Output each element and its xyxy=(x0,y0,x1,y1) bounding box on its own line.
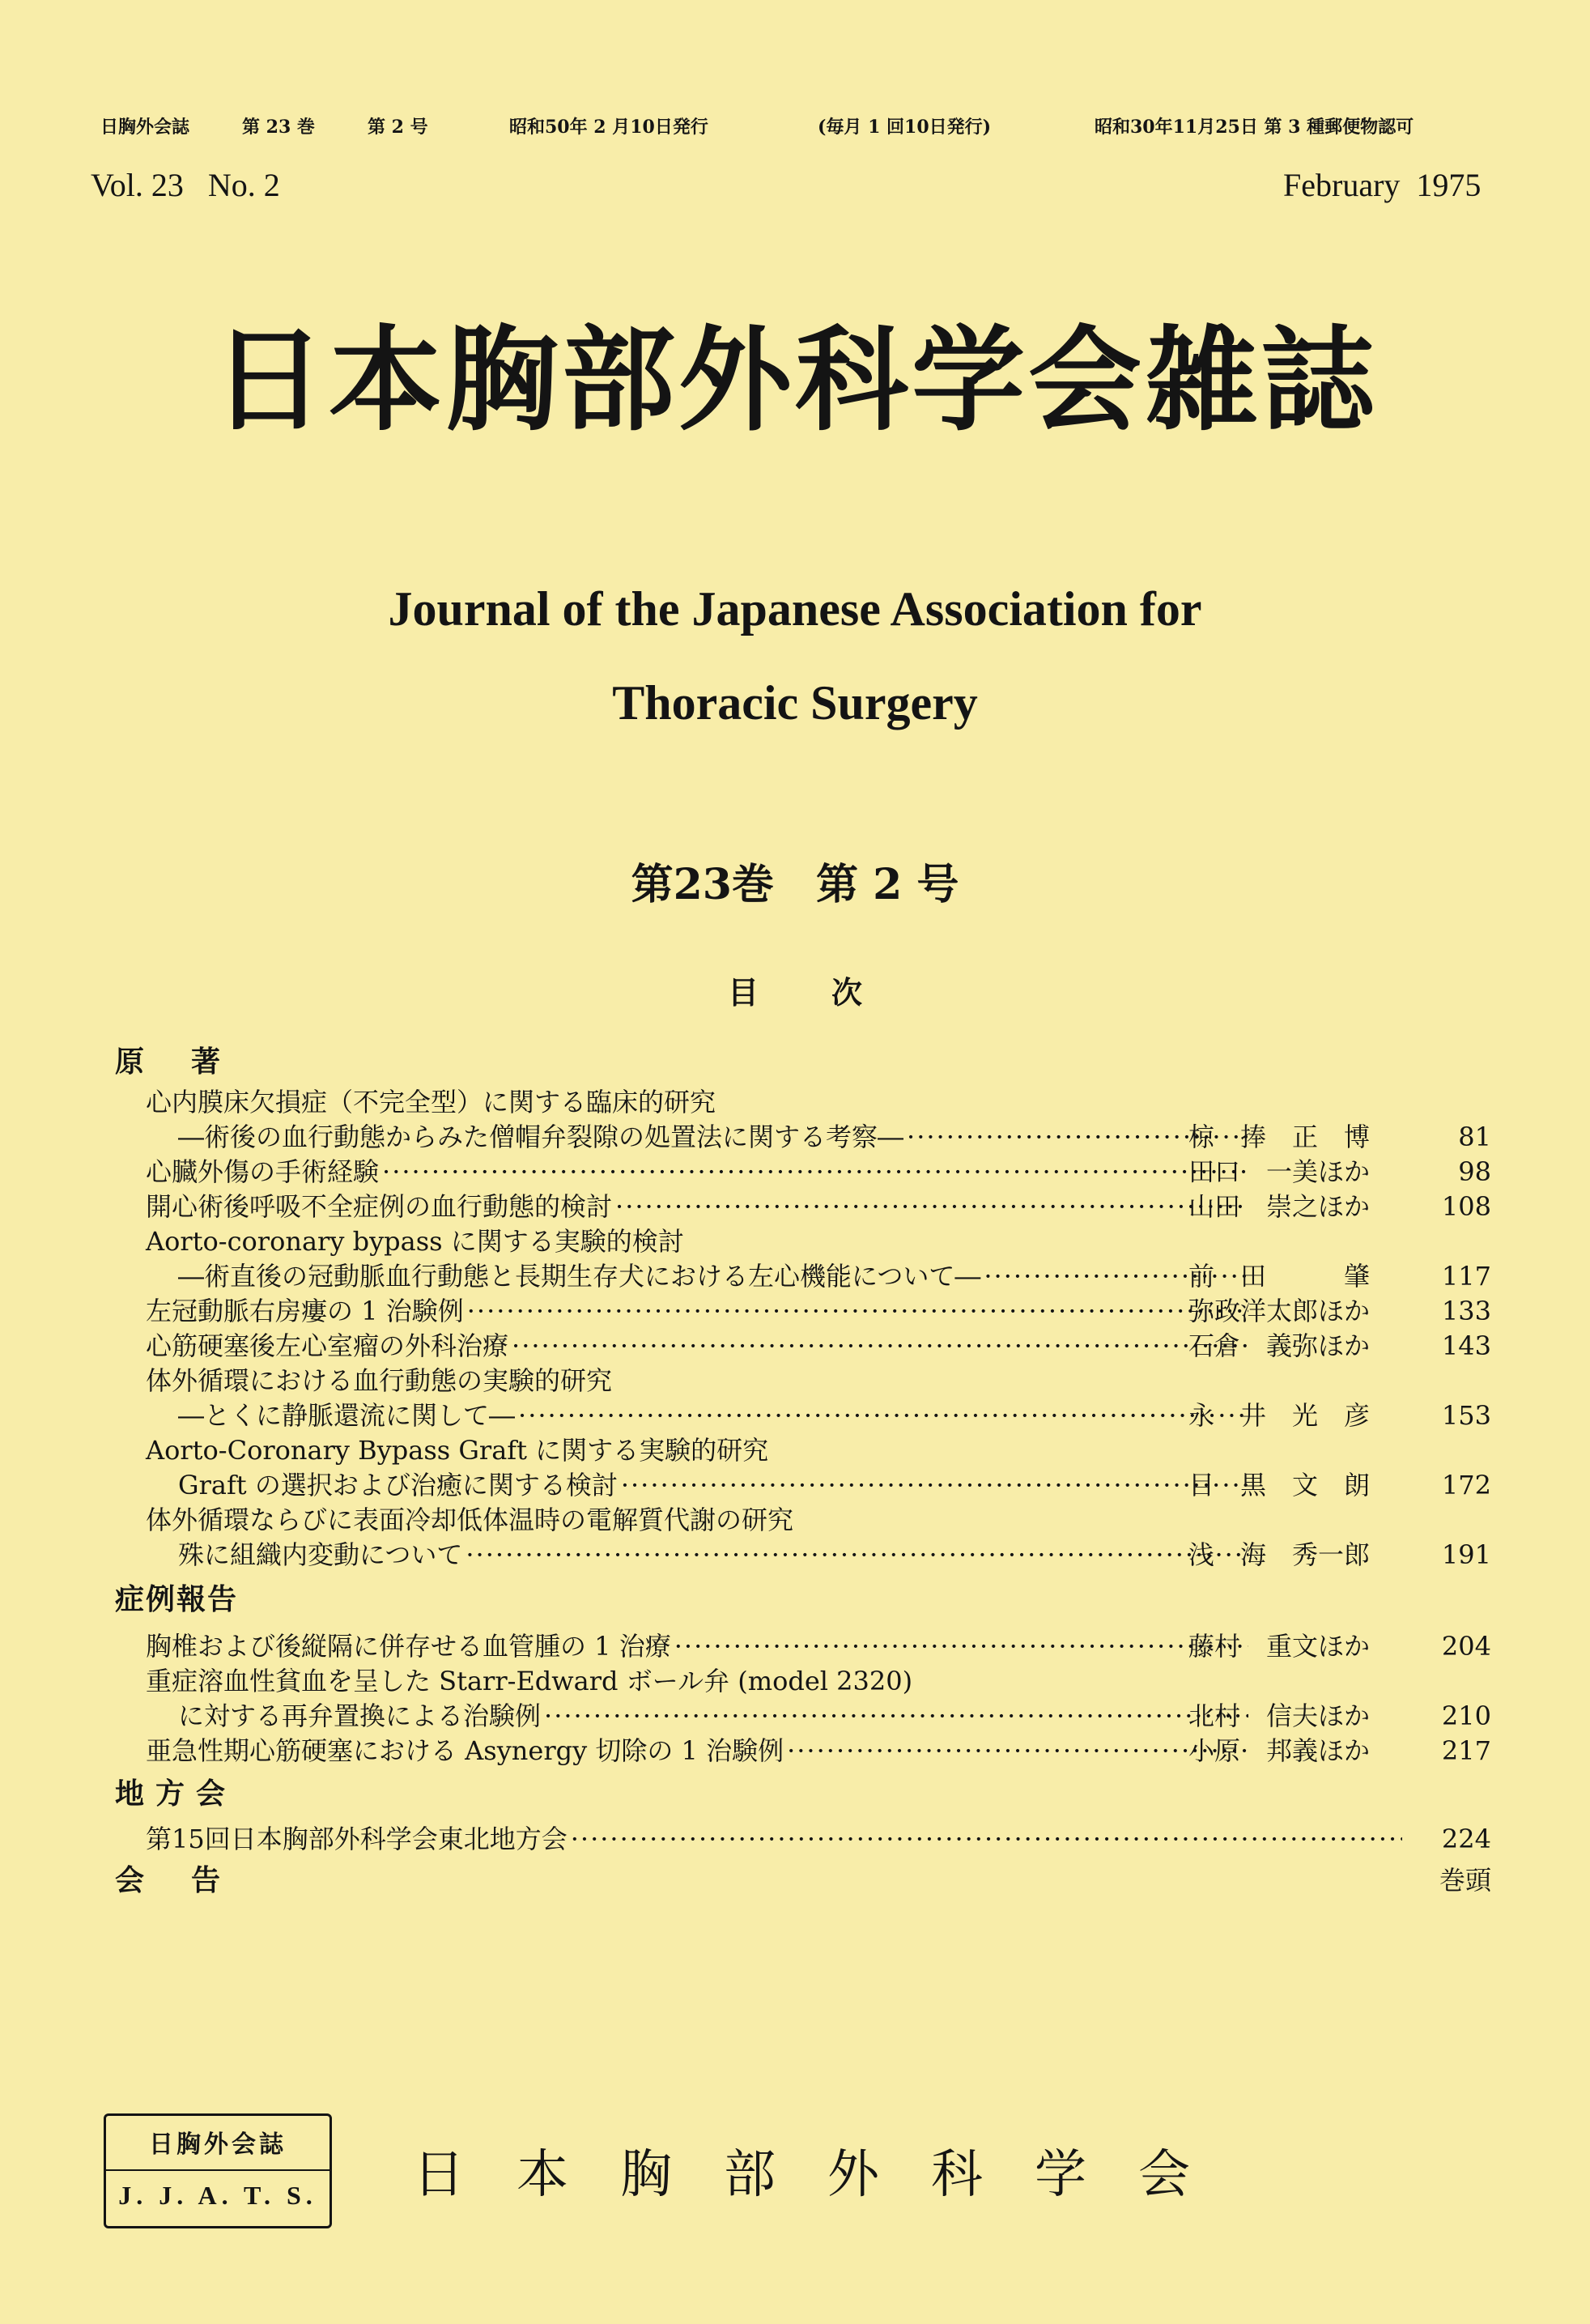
entry-title: Aorto-coronary bypass に関する実験的検討 xyxy=(146,1226,684,1257)
leader-dots xyxy=(615,1190,1248,1224)
toc-entry-sub[interactable] xyxy=(115,1259,1491,1294)
entry-author: 石倉 義弥ほか xyxy=(1188,1330,1371,1361)
entry-title: 心臓外傷の手術経験 xyxy=(146,1156,380,1187)
entry-title: 開心術後呼吸不全症例の血行動態的検討 xyxy=(146,1191,613,1222)
journal-title-en-line1: Journal of the Japanese Association for xyxy=(388,582,1202,636)
entry-subtitle: 殊に組織内変動について xyxy=(178,1539,463,1570)
entry-page: 204 xyxy=(1441,1631,1491,1662)
volume-jp: 第 23 巻 xyxy=(242,117,315,138)
stamp-divider xyxy=(106,2169,329,2171)
entry-title: 第15回日本胸部外科学会東北地方会 xyxy=(146,1824,568,1854)
stamp-en: J. J. A. T. S. xyxy=(118,2181,317,2210)
entry-page: 81 xyxy=(1458,1122,1491,1152)
date-en: February 1975 xyxy=(1283,167,1482,203)
toc-entry[interactable] xyxy=(115,1629,1491,1664)
entry-subtitle: ―とくに静脈還流に関して― xyxy=(178,1400,516,1431)
section-announcement: 会告 xyxy=(115,1863,268,1897)
entry-page: 172 xyxy=(1441,1470,1491,1500)
section-original-articles: 原著 xyxy=(115,1045,268,1079)
section-case-reports: 症例報告 xyxy=(115,1582,239,1616)
entry-page: 217 xyxy=(1441,1735,1491,1766)
leader-dots xyxy=(512,1329,1248,1364)
leader-dots xyxy=(466,1538,1248,1573)
leader-dots xyxy=(787,1734,1248,1769)
entry-page: 191 xyxy=(1441,1539,1491,1570)
toc-entry[interactable] xyxy=(115,1294,1491,1329)
leader-dots xyxy=(544,1699,1248,1734)
toc-entry[interactable] xyxy=(115,1734,1491,1769)
vol-no-en: Vol. 23 No. 2 xyxy=(91,167,280,203)
entry-author: 山田 崇之ほか xyxy=(1188,1191,1371,1222)
toc-entry[interactable] xyxy=(115,1503,1491,1538)
issue-label: 第23巻 第 2 号 xyxy=(631,860,959,909)
publisher-name: 日本胸部外科学会 xyxy=(413,2145,1242,2205)
section-regional-meetings: 地方会 xyxy=(115,1777,237,1811)
toc-entry[interactable] xyxy=(115,1190,1491,1224)
toc-entry-announcement[interactable] xyxy=(115,1857,1491,1904)
entry-author: 田口 一美ほか xyxy=(1188,1156,1371,1187)
entry-author: 北村 信夫ほか xyxy=(1188,1700,1371,1731)
entry-title: 心内膜床欠損症（不完全型）に関する臨床的研究 xyxy=(146,1087,716,1117)
entry-page: 210 xyxy=(1441,1700,1491,1731)
toc-entry[interactable] xyxy=(115,1433,1491,1468)
entry-subtitle: ―術直後の冠動脈血行動態と長期生存犬における左心機能について― xyxy=(178,1261,981,1292)
toc-entry[interactable] xyxy=(115,1664,1491,1699)
leader-dots xyxy=(674,1629,1248,1664)
entry-author: 藤村 重文ほか xyxy=(1188,1631,1371,1662)
toc-entry[interactable] xyxy=(115,1364,1491,1398)
entry-page: 143 xyxy=(1441,1330,1491,1361)
entry-author: 目 黒 文 朗 xyxy=(1188,1470,1371,1500)
entry-title: 体外循環ならびに表面冷却低体温時の電解質代謝の研究 xyxy=(146,1505,794,1535)
entry-title: 心筋硬塞後左心室瘤の外科治療 xyxy=(146,1330,509,1361)
leader-dots xyxy=(571,1822,1402,1857)
leader-dots xyxy=(467,1294,1248,1329)
entry-subtitle: ―術後の血行動態からみた僧帽弁裂隙の処置法に関する考察― xyxy=(178,1122,904,1152)
entry-page: 108 xyxy=(1441,1191,1491,1222)
entry-title: 胸椎および後縦隔に併存せる血管腫の 1 治療 xyxy=(146,1631,671,1662)
publication-info-line xyxy=(100,113,1525,146)
entry-author: 永 井 光 彦 xyxy=(1188,1400,1371,1431)
leader-dots xyxy=(621,1468,1248,1503)
toc-entry[interactable] xyxy=(115,1085,1491,1120)
entry-subtitle: Graft の選択および治癒に関する検討 xyxy=(178,1470,618,1500)
entry-author: 小原 邦義ほか xyxy=(1188,1735,1371,1766)
entry-subtitle: に対する再弁置換による治験例 xyxy=(178,1700,542,1731)
table-of-contents xyxy=(115,1038,1491,1904)
issue-date-jp: 昭和50年 2 月10日発行 xyxy=(509,117,708,138)
journal-title-en-line2: Thoracic Surgery xyxy=(612,676,978,730)
toc-entry-sub[interactable] xyxy=(115,1398,1491,1433)
entry-title: 左冠動脈右房瘻の 1 治験例 xyxy=(146,1296,464,1326)
leader-dots xyxy=(518,1398,1248,1433)
toc-entry[interactable] xyxy=(115,1224,1491,1259)
entry-author: 椋 捧 正 博 xyxy=(1188,1122,1371,1152)
entry-page: 117 xyxy=(1441,1261,1491,1292)
toc-heading: 目次 xyxy=(727,974,935,1011)
leader-dots xyxy=(382,1155,1248,1190)
entry-author: 浅 海 秀一郎 xyxy=(1188,1539,1371,1570)
volume-date-line xyxy=(91,166,1525,206)
entry-page: 224 xyxy=(1441,1824,1491,1854)
toc-entry-sub[interactable] xyxy=(115,1468,1491,1503)
frequency-jp: (毎月 1 回10日発行) xyxy=(818,117,992,138)
toc-entry[interactable] xyxy=(115,1329,1491,1364)
entry-page: 巻頭 xyxy=(1439,1865,1491,1896)
entry-page: 153 xyxy=(1441,1400,1491,1431)
toc-entry-sub[interactable] xyxy=(115,1120,1491,1155)
number-jp: 第 2 号 xyxy=(368,117,428,138)
entry-author: 弥政洋太郎ほか xyxy=(1188,1296,1371,1326)
toc-entry[interactable] xyxy=(115,1155,1491,1190)
journal-abbrev: 日胸外会誌 xyxy=(100,117,190,138)
postal-permit-jp: 昭和30年11月25日 第 3 種郵便物認可 xyxy=(1095,117,1414,138)
toc-entry-sub[interactable] xyxy=(115,1699,1491,1734)
entry-author: 前 田 肇 xyxy=(1188,1261,1371,1292)
entry-title: 亜急性期心筋硬塞における Asynergy 切除の 1 治験例 xyxy=(146,1735,784,1766)
stamp-jp: 日胸外会誌 xyxy=(149,2130,287,2159)
toc-entry[interactable] xyxy=(115,1822,1491,1857)
toc-entry-sub[interactable] xyxy=(115,1538,1491,1573)
entry-title: 体外循環における血行動態の実験的研究 xyxy=(146,1365,613,1396)
entry-title: Aorto-Coronary Bypass Graft に関する実験的研究 xyxy=(146,1435,769,1466)
entry-page: 133 xyxy=(1441,1296,1491,1326)
journal-abbrev-stamp xyxy=(104,2113,332,2228)
journal-title-jp: 日本胸部外科学会雑誌 xyxy=(211,314,1378,447)
entry-page: 98 xyxy=(1458,1156,1491,1187)
entry-title: 重症溶血性貧血を呈した Starr-Edward ボール弁 (model 2320) xyxy=(146,1666,913,1696)
